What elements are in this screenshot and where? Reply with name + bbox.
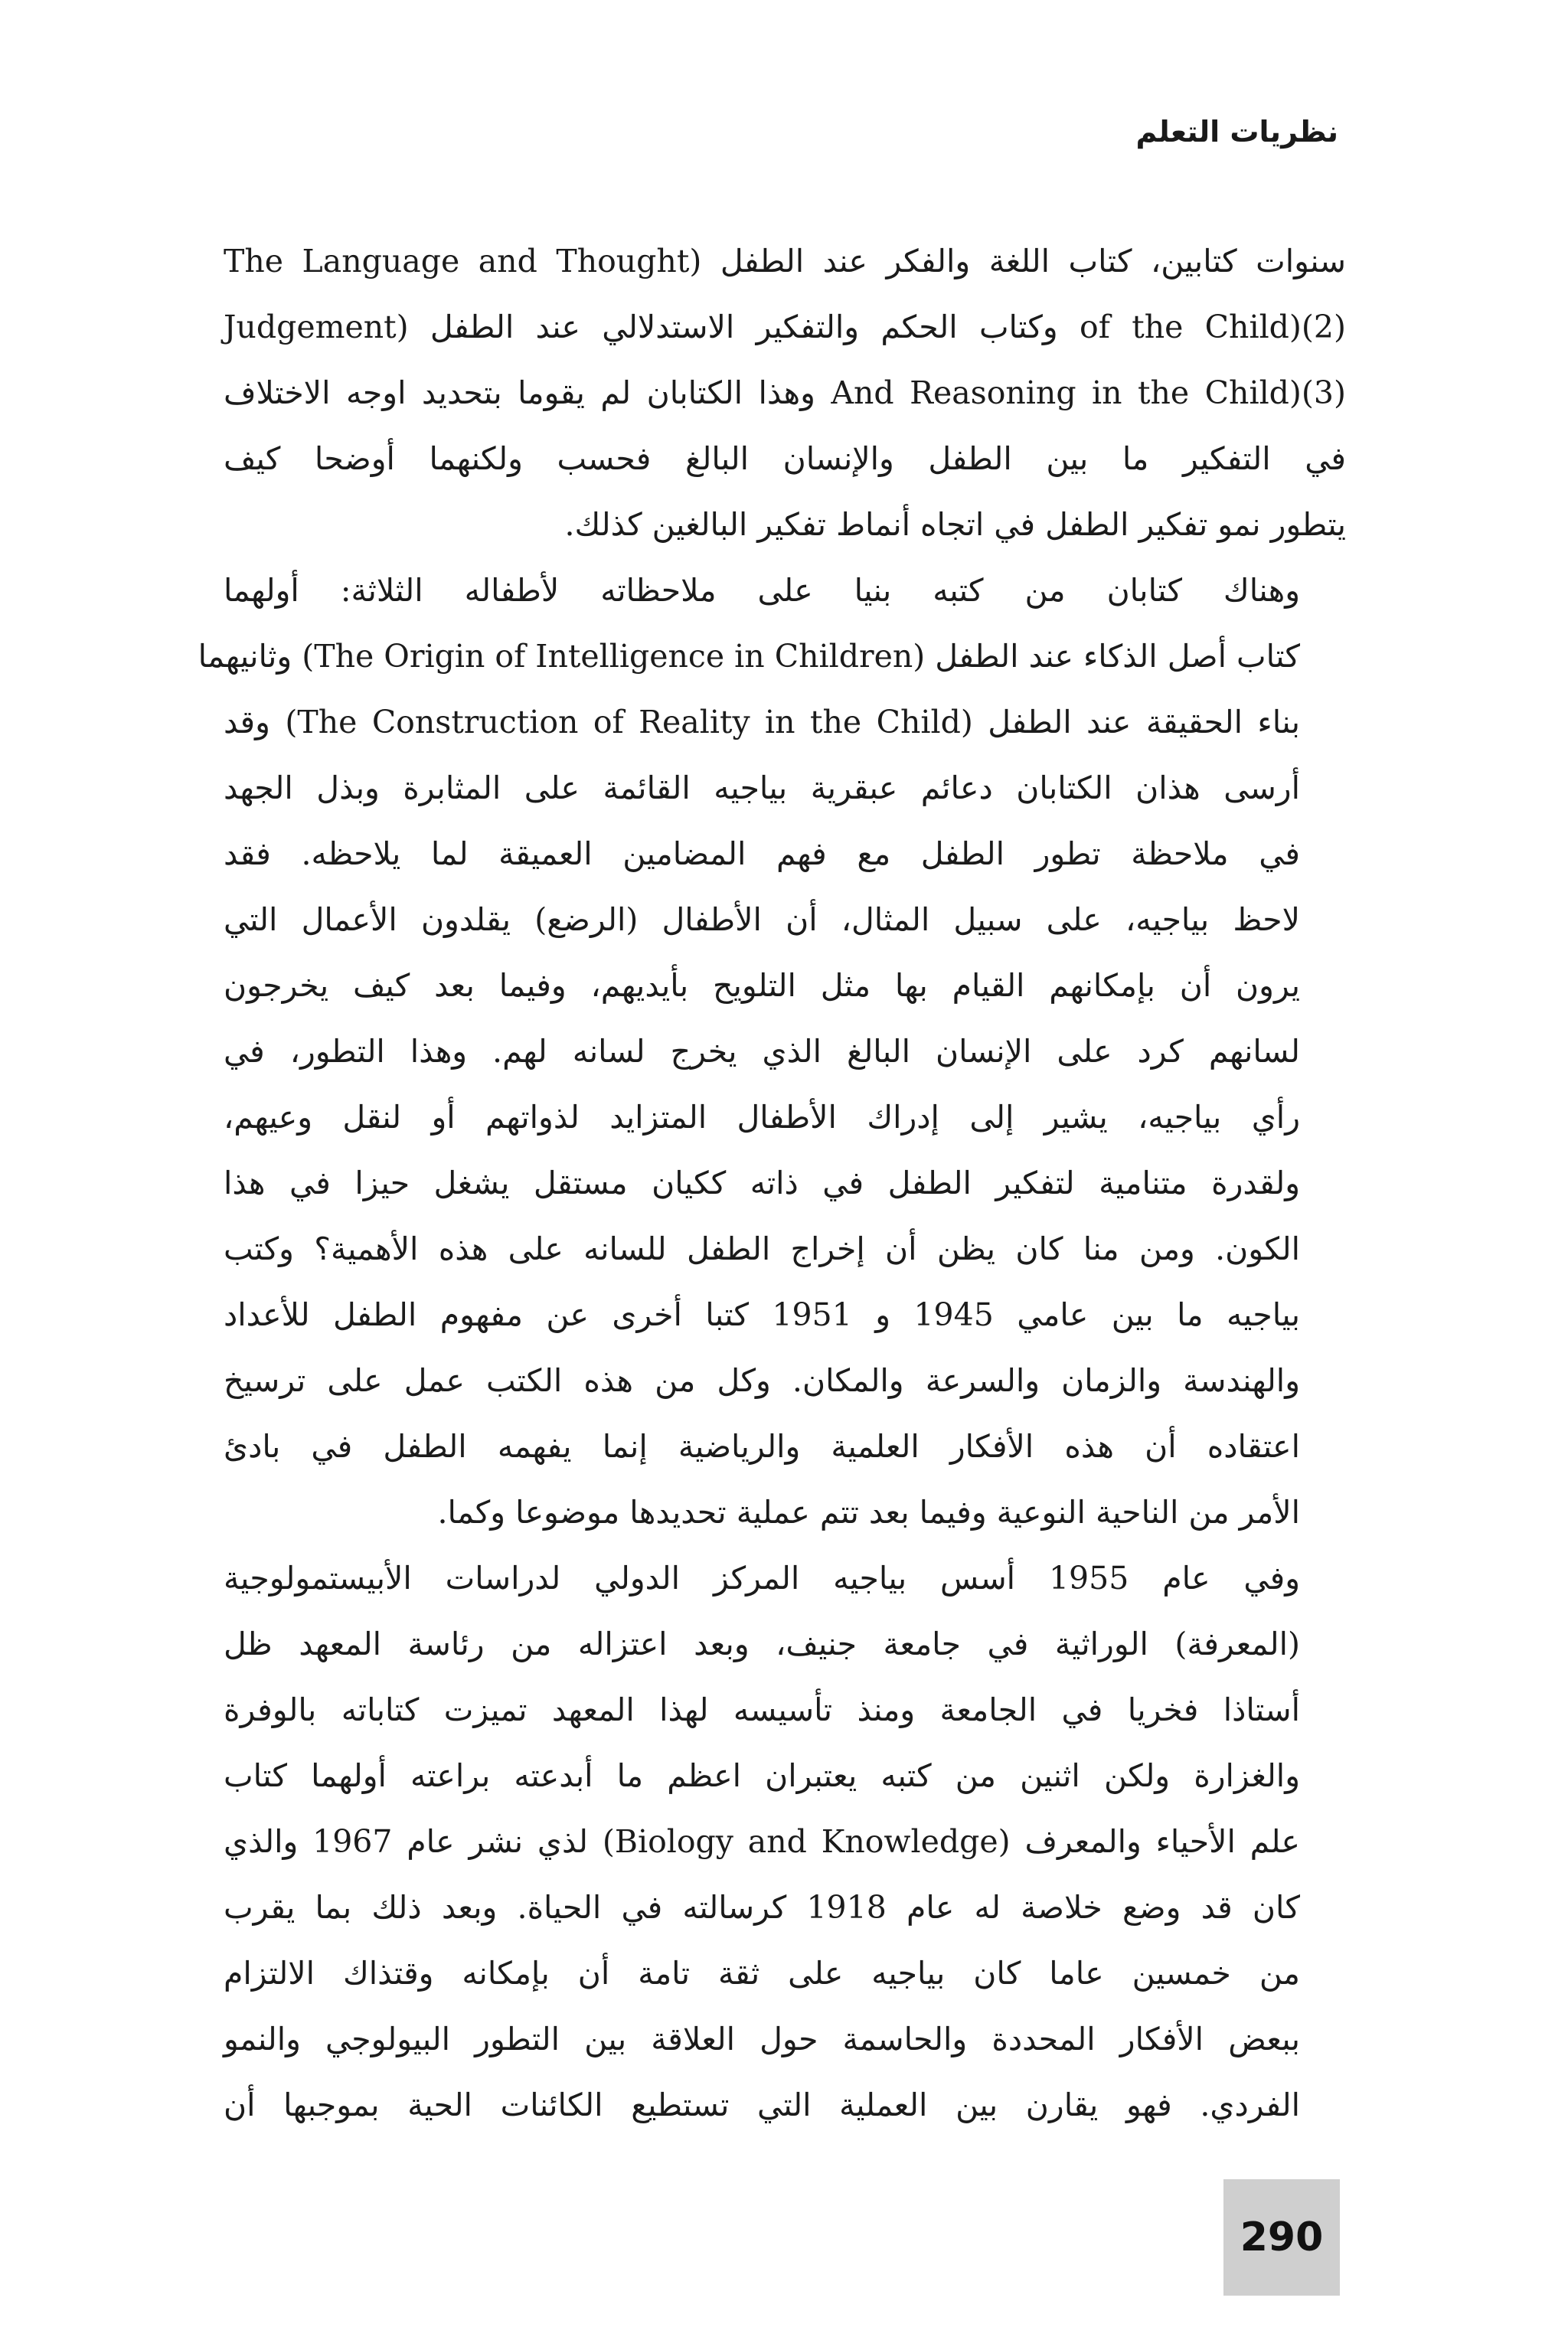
text-line: ببعض الأفكار المحددة والحاسمة حول العلاقة بين التطور البيولوجي والنمو bbox=[224, 2021, 1300, 2057]
text-line: والهندسة والزمان والسرعة والمكان. وكل من هذه الكتب عمل على ترسيخ bbox=[224, 1362, 1300, 1399]
text-line: بياجيه ما بين عامي 1945 و 1951 كتبا أخرى عن مفهوم الطفل للأعداد bbox=[224, 1296, 1300, 1333]
text-line: وفي عام 1955 أسس بياجيه المركز الدولي لدراسات الأبيستمولوجية bbox=[224, 1560, 1301, 1597]
text-line: (المعرفة) الوراثية في جامعة جنيف، وبعد اعتزاله من رئاسة المعهد ظل bbox=[224, 1626, 1300, 1662]
text-line: سنوات كتابين، كتاب اللغة والفكر عند الطفل (The Language and Thought bbox=[224, 243, 1346, 279]
text-line: بناء الحقيقة عند الطفل (The Construction of Reality in the Child) وقد bbox=[224, 704, 1300, 740]
text-line: وهناك كتابان من كتبه بنيا على ملاحظاته لأطفاله الثلاثة: أولهما bbox=[224, 572, 1300, 609]
text-line: يرون أن بإمكانهم القيام بها مثل التلويح بأيديهم، وفيما بعد كيف يخرجون bbox=[224, 967, 1300, 1004]
body-text bbox=[198, 228, 1347, 2138]
text-line: الفردي. فهو يقارن بين العملية التي تستطيع الكائنات الحية بموجبها أن bbox=[224, 2087, 1300, 2123]
paragraph-1 bbox=[224, 228, 1346, 557]
text-line: كان قد وضع خلاصة له عام 1918 كرسالته في الحياة. وبعد ذلك بما يقرب bbox=[224, 1889, 1300, 1926]
text-line: أرسى هذان الكتابان دعائم عبقرية بياجيه القائمة على المثابرة وبذل الجهد bbox=[224, 770, 1300, 806]
page-number: 290 bbox=[1240, 2214, 1324, 2260]
text-line: يتطور نمو تفكير الطفل في اتجاه أنماط تفكير البالغين كذلك. bbox=[564, 506, 1346, 543]
text-line: رأي بياجيه، يشير إلى إدراك الأطفال المتزايد لذواتهم أو لنقل وعيهم، bbox=[224, 1099, 1300, 1136]
running-header-title: نظريات التعلم bbox=[1135, 115, 1338, 149]
text-line: من خمسين عاما كان بياجيه على ثقة تامة أن بإمكانه وقتذاك الالتزام bbox=[224, 1955, 1300, 1992]
text-line: الأمر من الناحية النوعية وفيما بعد تتم عملية تحديدها موضوعا وكما. bbox=[437, 1494, 1300, 1531]
page-number-box bbox=[1223, 2179, 1340, 2296]
text-line: لسانهم كرد على الإنسان البالغ الذي يخرج لسانه لهم. وهذا التطور، في bbox=[224, 1033, 1300, 1070]
text-line: And Reasoning in the Child)(3) وهذا الكتابان لم يقوما بتحديد اوجه الاختلاف bbox=[224, 374, 1347, 411]
text-line: اعتقاده أن هذه الأفكار العلمية والرياضية إنما يفهمه الطفل في بادئ bbox=[224, 1428, 1300, 1465]
text-line: الكون. ومن منا كان يظن أن إخراج الطفل للسانه على هذه الأهمية؟ وكتب bbox=[224, 1231, 1300, 1267]
text-line: كتاب أصل الذكاء عند الطفل (The Origin of Intelligence in Children) وثانيهما bbox=[198, 638, 1300, 675]
paragraph-2 bbox=[198, 557, 1346, 1545]
text-line: في التفكير ما بين الطفل والإنسان البالغ فحسب ولكنهما أوضحا كيف bbox=[224, 440, 1346, 477]
text-line: ولقدرة متنامية لتفكير الطفل في ذاته ككيان مستقل يشغل حيزا في هذا bbox=[224, 1165, 1300, 1201]
text-line: والغزارة ولكن اثنين من كتبه يعتبران اعظم ما أبدعته براعته أولهما كتاب bbox=[224, 1757, 1300, 1794]
text-line: في ملاحظة تطور الطفل مع فهم المضامين العميقة لما يلاحظه. فقد bbox=[224, 835, 1300, 872]
text-line: of the Child)(2) وكتاب الحكم والتفكير الاستدلالي عند الطفل (Judgement bbox=[224, 309, 1346, 345]
paragraph-3 bbox=[224, 1545, 1346, 2138]
text-line: علم الأحياء والمعرف (Biology and Knowledge) لذي نشر عام 1967 والذي bbox=[224, 1823, 1301, 1860]
text-line: أستاذا فخريا في الجامعة ومنذ تأسيسه لهذا المعهد تميزت كتاباته بالوفرة bbox=[224, 1691, 1300, 1728]
text-line: لاحظ بياجيه، على سبيل المثال، أن الأطفال (الرضع) يقلدون الأعمال التي bbox=[224, 901, 1300, 938]
